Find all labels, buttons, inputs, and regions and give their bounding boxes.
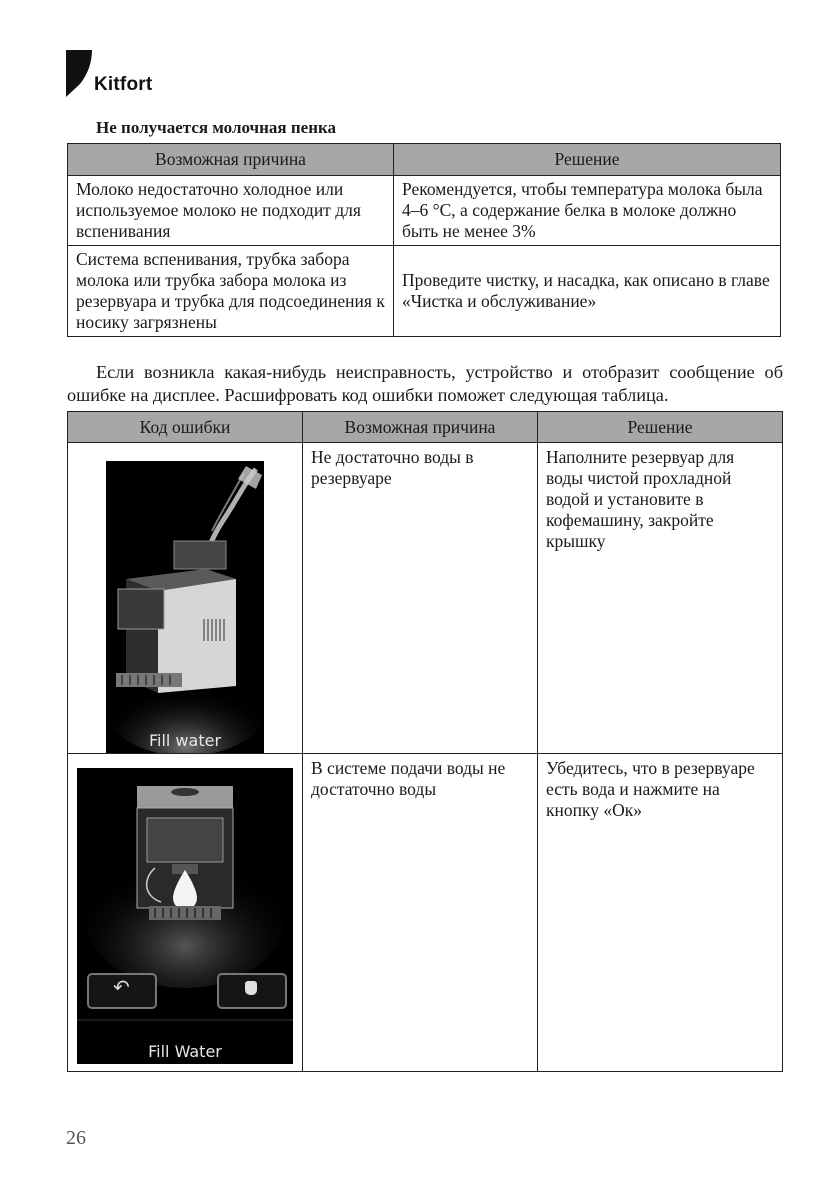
cause-cell: Молоко недостаточно холодное или используемое молоко не подходит для вспенивания	[68, 176, 394, 246]
cause-cell: В системе подачи воды не достаточно воды	[303, 754, 538, 1072]
error-code-table	[67, 411, 783, 1072]
cause-cell: Система вспенивания, трубка забора молока или трубка забора молока из резервуара и трубка для подсоединения к носику загрязнены	[68, 246, 394, 337]
undo-arrow-icon: ↶	[113, 975, 130, 999]
brand-name: Kitfort	[94, 74, 153, 95]
cause-cell: Не достаточно воды в резервуаре	[303, 443, 538, 754]
back-button[interactable]	[87, 973, 157, 1009]
section-title: Не получается молочная пенка	[96, 118, 337, 137]
header-solution: Решение	[394, 144, 781, 176]
page-number: 26	[66, 1127, 86, 1149]
table-row	[68, 754, 783, 1072]
header-error-code: Код ошибки	[68, 412, 303, 443]
hand-icon	[245, 981, 257, 995]
solution-cell: Наполните резервуар для воды чистой прохладной водой и установите в кофемашину, закройте крышку	[538, 443, 783, 754]
screen-caption: Fill Water	[148, 1042, 222, 1061]
fill-water-screen	[77, 768, 293, 1064]
error-screen-cell	[68, 443, 303, 754]
header-cause: Возможная причина	[68, 144, 394, 176]
solution-cell: Проведите чистку, и насадка, как описано в главе «Чистка и обслуживание»	[394, 246, 781, 337]
coffee-machine-filling-illustration	[106, 461, 264, 753]
header-cause: Возможная причина	[303, 412, 538, 443]
screen-caption: Fill water	[148, 731, 222, 750]
ok-button[interactable]	[217, 973, 287, 1009]
solution-cell: Рекомендуется, чтобы температура молока была 4–6 °C, а содержание белка в молоке должно быть не менее 3%	[394, 176, 781, 246]
fill-water-screen	[106, 461, 264, 753]
table-row	[68, 443, 783, 754]
milk-foam-table	[67, 143, 781, 337]
intro-paragraph: Если возникла какая-нибудь неисправность, устройство и отобразит сообщение об ошибке на дисплее. Расшифровать код ошибки поможет следующая таблица.	[67, 362, 783, 405]
error-screen-cell	[68, 754, 303, 1072]
coffee-machine-front-illustration	[77, 768, 293, 1064]
header-solution: Решение	[538, 412, 783, 443]
table-row	[68, 176, 781, 246]
solution-cell: Убедитесь, что в резервуаре есть вода и нажмите на кнопку «Ок»	[538, 754, 783, 1072]
table-row	[68, 246, 781, 337]
